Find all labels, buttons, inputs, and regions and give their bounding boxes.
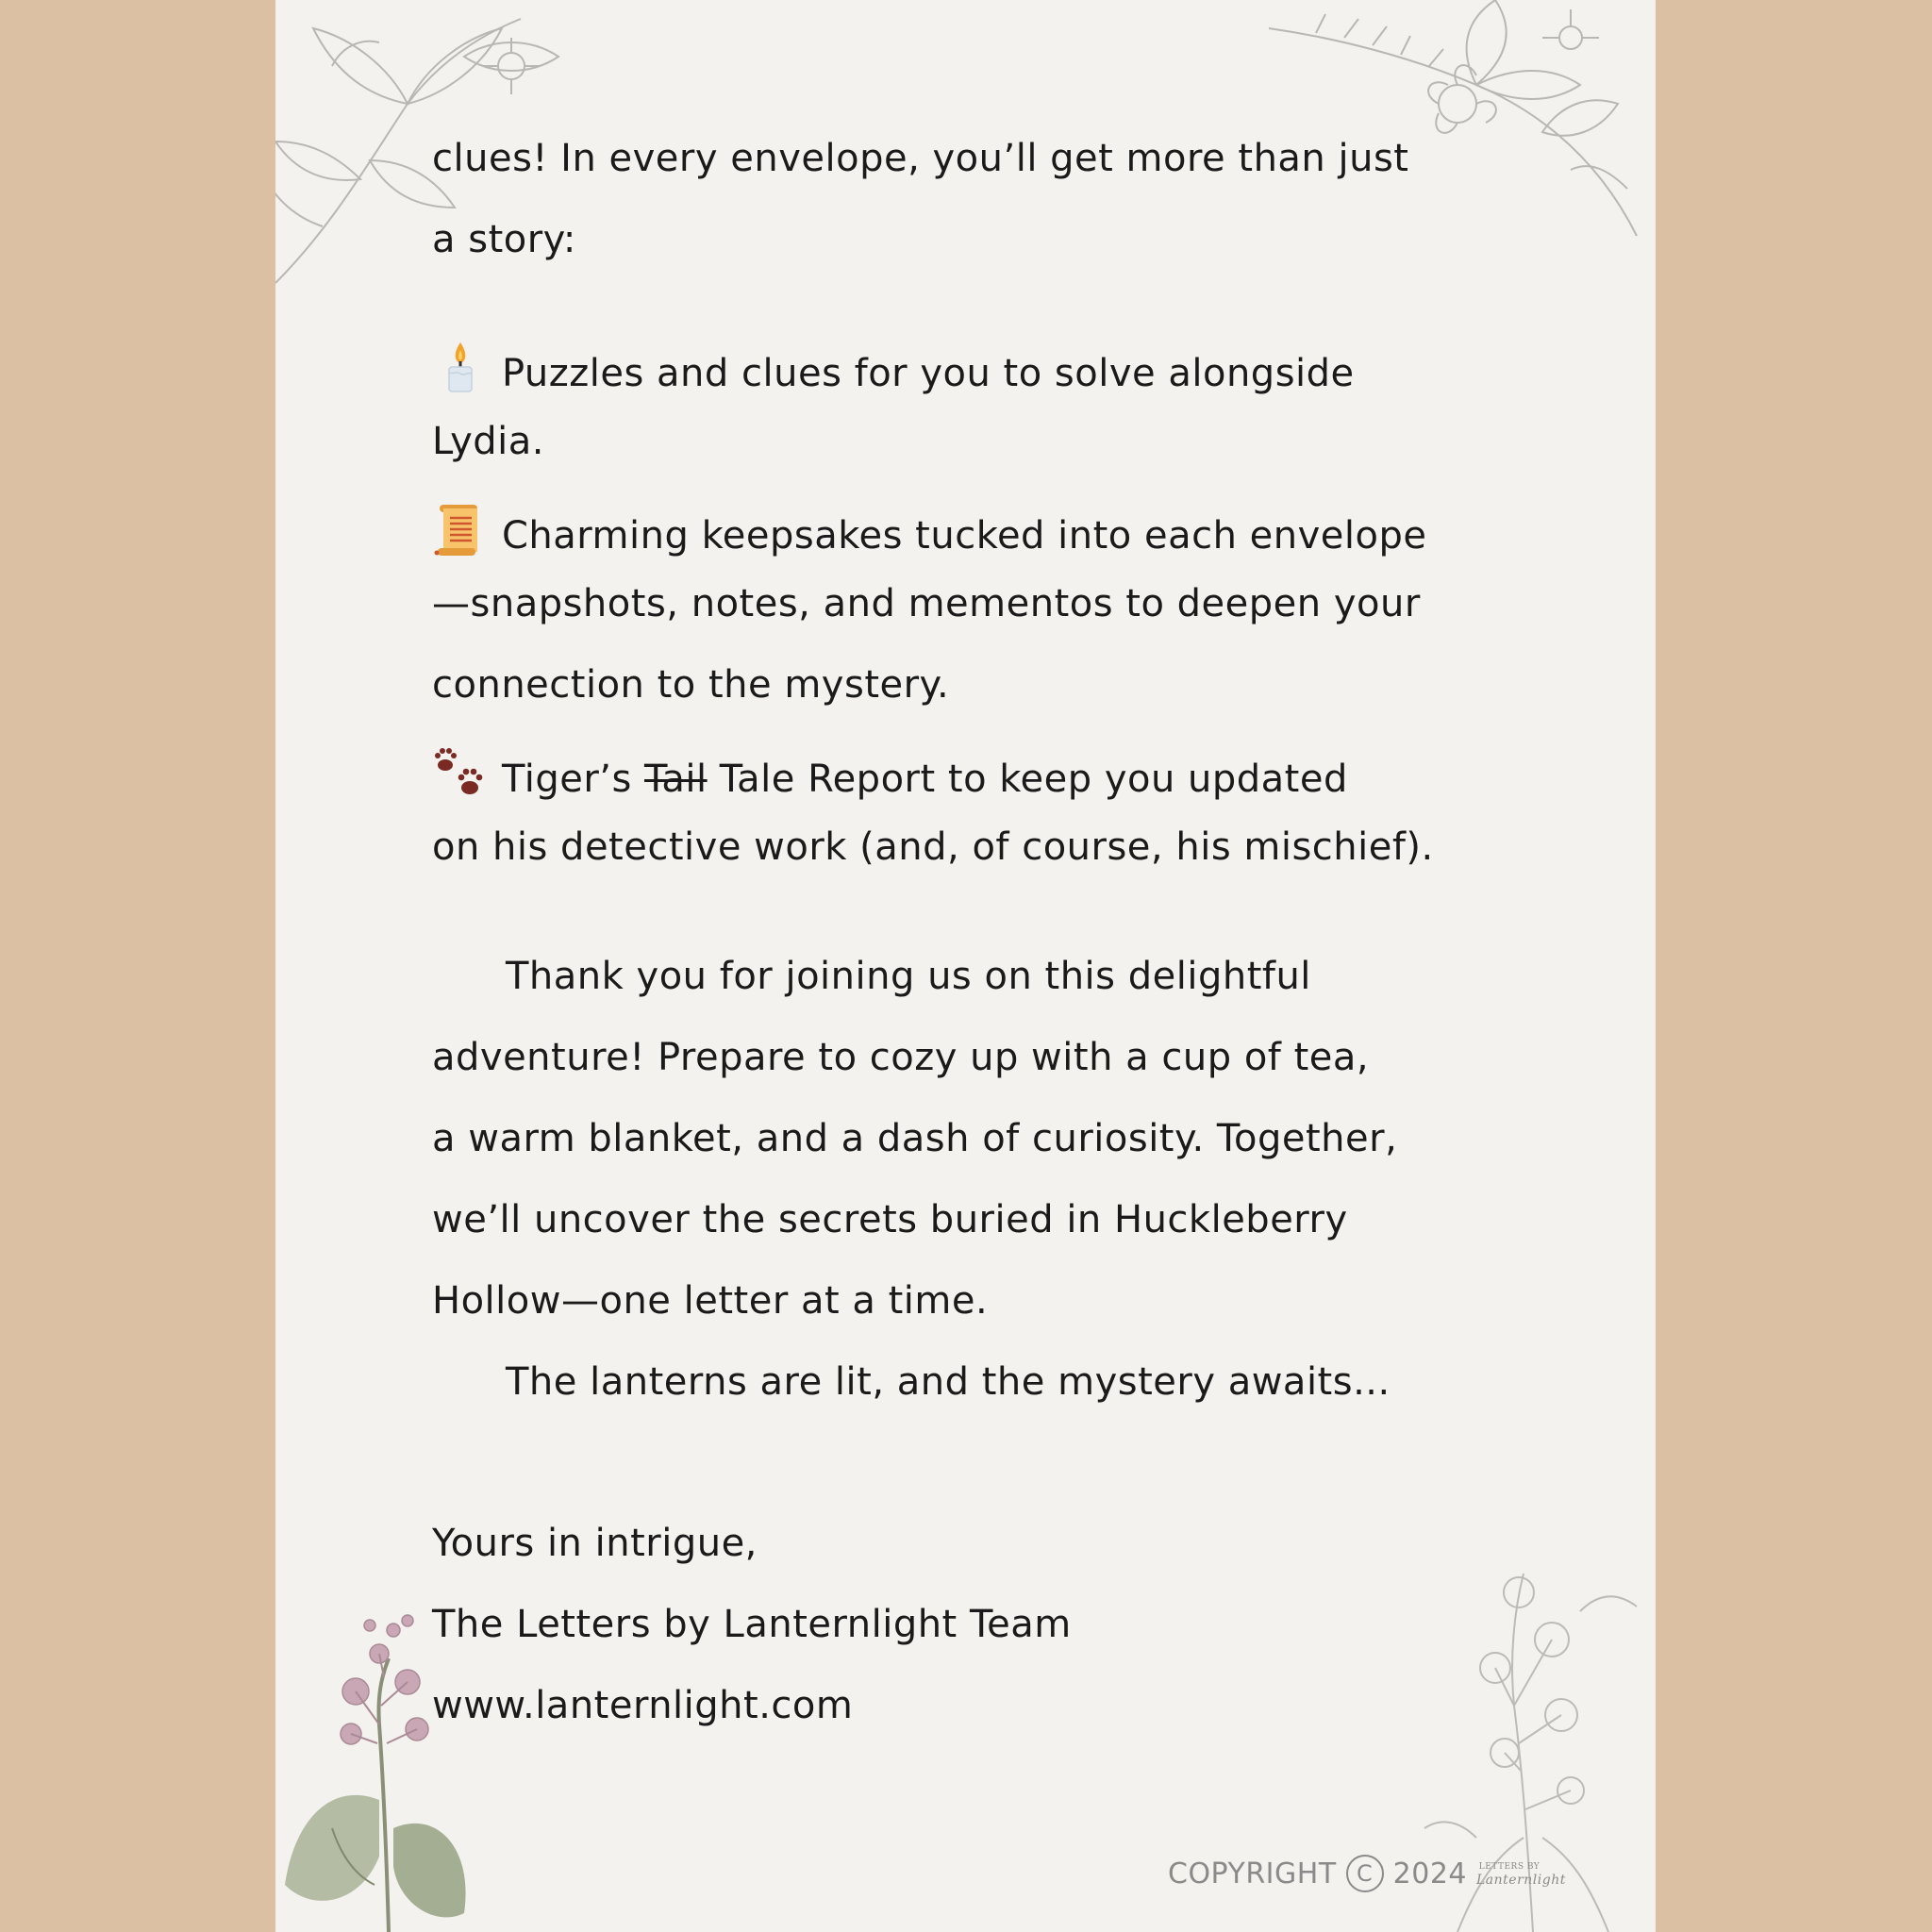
bullet-keepsakes-line-3: connection to the mystery. <box>432 663 950 707</box>
orchid-illustration <box>275 1602 492 1932</box>
thanks-line-3: a warm blanket, and a dash of curiosity. Together, <box>432 1117 1398 1160</box>
candle-icon <box>432 339 489 395</box>
bullet-keepsakes-text: Charming keepsakes tucked into each envelope <box>502 514 1427 558</box>
copyright-notice <box>1168 1855 1566 1892</box>
intro-line-2: a story: <box>432 218 576 261</box>
thanks-line-2: adventure! Prepare to cozy up with a cup of tea, <box>432 1036 1370 1079</box>
signoff: Yours in intrigue, <box>432 1522 758 1565</box>
intro-line-1: clues! In every envelope, you’ll get more than just <box>432 137 1409 180</box>
bullet-tale-pre: Tiger’s <box>502 758 645 801</box>
thanks-line-4: we’ll uncover the secrets buried in Huckleberry <box>432 1198 1348 1241</box>
logo-line-2: Lanternlight <box>1476 1873 1566 1888</box>
floral-corner-top-right <box>1259 0 1656 255</box>
struck-word: Tail <box>644 758 708 801</box>
team-name: The Letters by Lanternlight Team <box>432 1603 1072 1646</box>
thanks-line-5: Hollow—one letter at a time. <box>432 1279 989 1323</box>
thanks-line-1: Thank you for joining us on this delightful <box>506 955 1311 998</box>
bullet-tale-line-2: on his detective work (and, of course, his mischief). <box>432 825 1434 869</box>
copyright-year: 2024 <box>1392 1857 1467 1890</box>
scroll-icon <box>432 501 489 558</box>
logo-line-1: LETTERS BY <box>1478 1862 1541 1872</box>
closing-line: The lanterns are lit, and the mystery awaits... <box>506 1360 1391 1404</box>
brand-logo <box>1476 1860 1566 1888</box>
bullet-keepsakes <box>432 501 1427 558</box>
letter-page <box>275 0 1656 1932</box>
copyright-label: COPYRIGHT <box>1168 1857 1337 1890</box>
bullet-tale-report <box>432 744 1348 801</box>
bullet-puzzles-line-2: Lydia. <box>432 420 545 463</box>
bullet-tale-post: Tale Report to keep you updated <box>707 758 1348 801</box>
website-link[interactable]: www.lanternlight.com <box>432 1684 854 1727</box>
copyright-symbol: C <box>1346 1855 1384 1892</box>
bullet-puzzles-text: Puzzles and clues for you to solve alongside <box>502 352 1355 395</box>
bullet-puzzles <box>432 339 1355 395</box>
bullet-keepsakes-line-2: —snapshots, notes, and mementos to deepen your <box>432 582 1421 625</box>
paw-prints-icon <box>432 744 489 801</box>
